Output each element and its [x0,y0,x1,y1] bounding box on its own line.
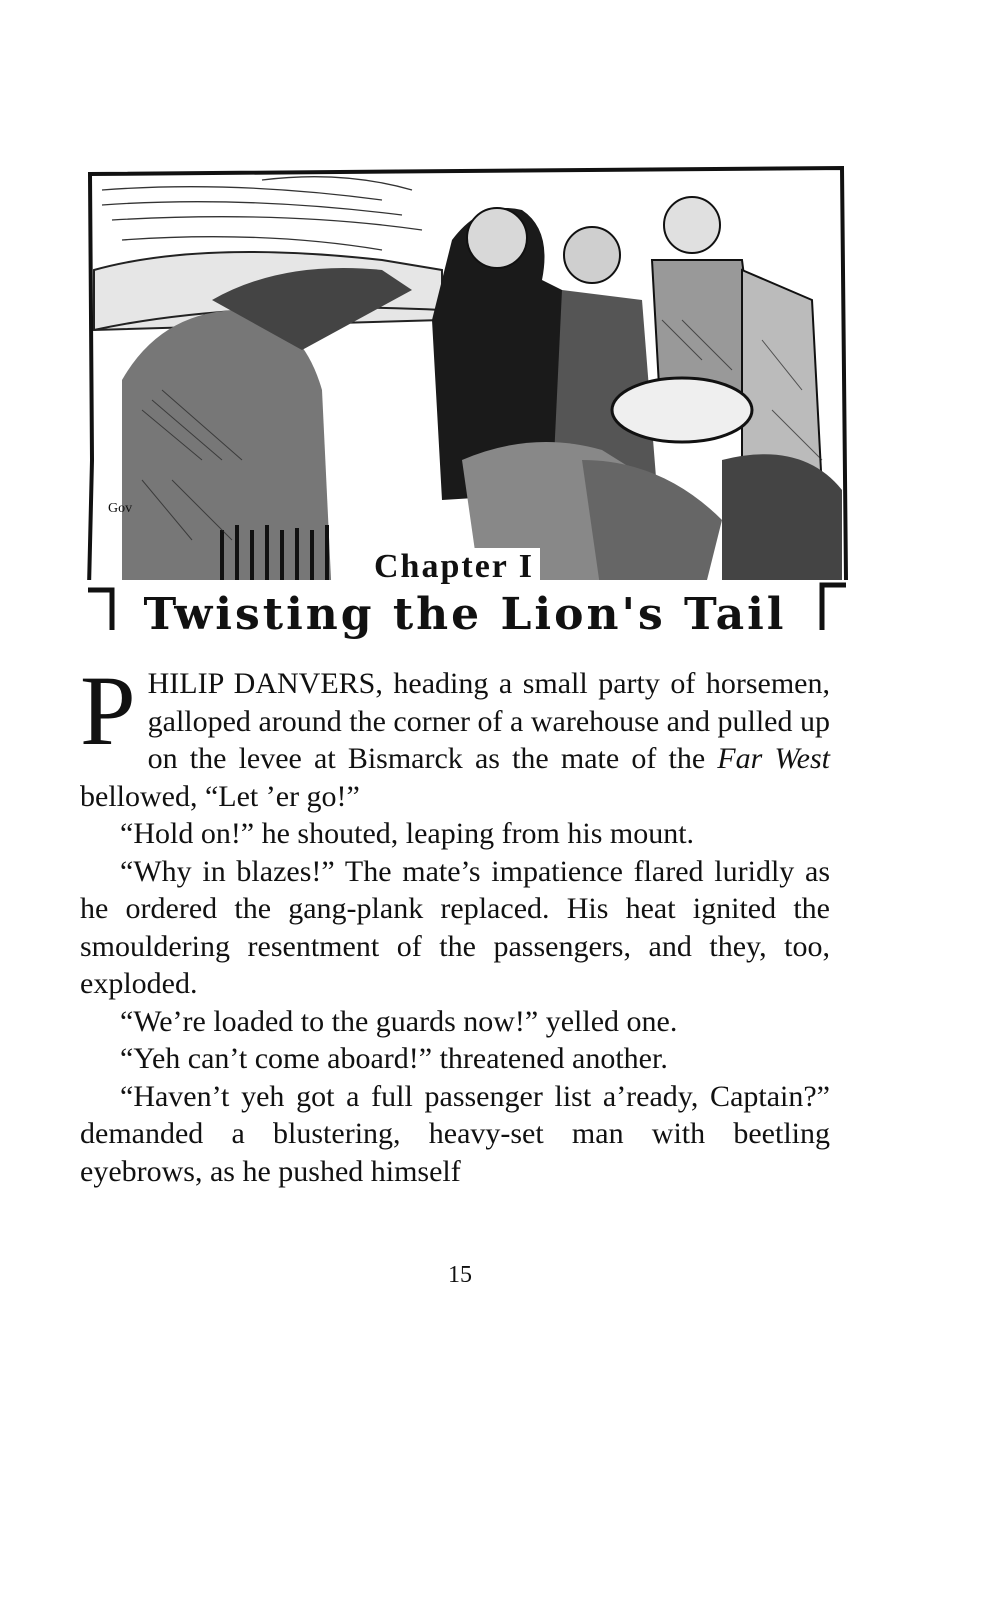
artist-signature: Gov [108,501,133,516]
page-number: 15 [448,1262,472,1288]
ship-name: Far West [717,742,831,775]
paragraph-2: “Hold on!” he shouted, leaping from his mount. [120,817,695,850]
paragraph-1-end: bellowed, “Let ’er go!” [80,779,360,813]
paragraph-6: “Haven’t yeh got a full passenger list a’ready, Captain?” demanded a blustering, heavy-set man with beetling eyebrows, as he pushed himself [80,1079,830,1188]
paragraph-4: “We’re loaded to the guards now!” yelled one. [120,1004,678,1038]
paragraph-1-text: HILIP DANVERS, heading a small party of horsemen, galloped around the corner of a warehouse and pulled up on the levee at Bismarck as the mate of the [147,667,830,775]
paragraph-1 [80,655,831,815]
drop-cap: P [80,655,136,766]
paragraph-5: “Yeh can’t come aboard!” threatened another. [120,1042,668,1075]
chapter-title: Twisting the Lion's Tail [143,589,787,640]
chapter-body [80,655,831,1190]
chapter-number: Chapter I [368,548,540,586]
paragraph-3: “Why in blazes!” The mate’s impatience flared luridly as he ordered the gang-plank replaced. His heat ignited the smouldering resentment of the passengers, and they, too, exploded. [80,854,830,1000]
